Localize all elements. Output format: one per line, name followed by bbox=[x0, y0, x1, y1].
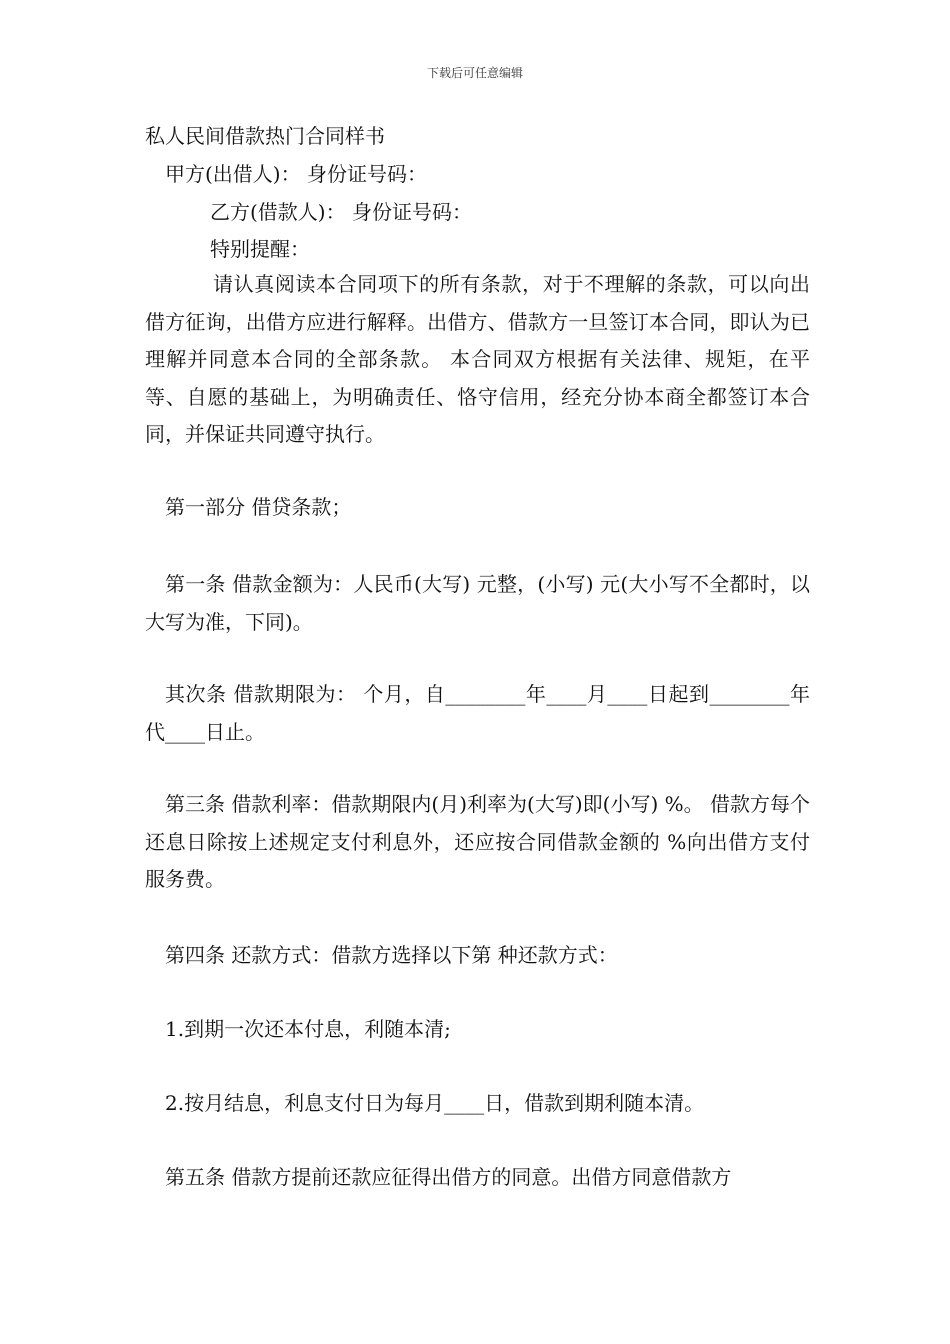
repayment-option-2: 2.按月结息，利息支付日为每月____日，借款到期利随本清。 bbox=[165, 1091, 705, 1115]
article-3: 第三条 借款利率：借款期限内(月)利率为(大写)即(小写) %。 借款方每个还息日除按上述规定支付利息外，还应按合同借款金额的 %向出借方支付服务费。 bbox=[145, 792, 810, 891]
article-1: 第一条 借款金额为：人民币(大写) 元整，(小写) 元(大小写不全都时，以大写为准，下同)。 bbox=[145, 572, 810, 634]
party-a-line: 甲方(出借人)： 身份证号码： bbox=[165, 162, 427, 186]
article-2: 其次条 借款期限为： 个月，自________年____月____日起到________年代____日止。 bbox=[145, 682, 810, 744]
part-one-heading: 第一部分 借贷条款； bbox=[165, 495, 352, 519]
header-note: 下载后可任意编辑 bbox=[426, 66, 523, 80]
reminder-label: 特别提醒： bbox=[210, 237, 310, 261]
document-title: 私人民间借款热门合同样书 bbox=[145, 124, 385, 148]
repayment-option-1: 1.到期一次还本付息，利随本清; bbox=[165, 1017, 451, 1041]
article-5: 第五条 借款方提前还款应征得出借方的同意。出借方同意借款方 bbox=[165, 1165, 732, 1189]
party-b-line: 乙方(借款人)： 身份证号码： bbox=[210, 200, 472, 224]
reminder-paragraph: 请认真阅读本合同项下的所有条款，对于不理解的条款，可以向出借方征询，出借方应进行解释。出借方、借款方一旦签订本合同，即认为已理解并同意本合同的全部条款。 本合同双方根据有关法律、规矩，在平等、自愿的基础上，为明确责任、恪守信用，经充分协本商全都签订本合同，并保证共同遵守执行。 bbox=[145, 272, 810, 446]
article-4: 第四条 还款方式：借款方选择以下第 种还款方式： bbox=[165, 943, 618, 967]
